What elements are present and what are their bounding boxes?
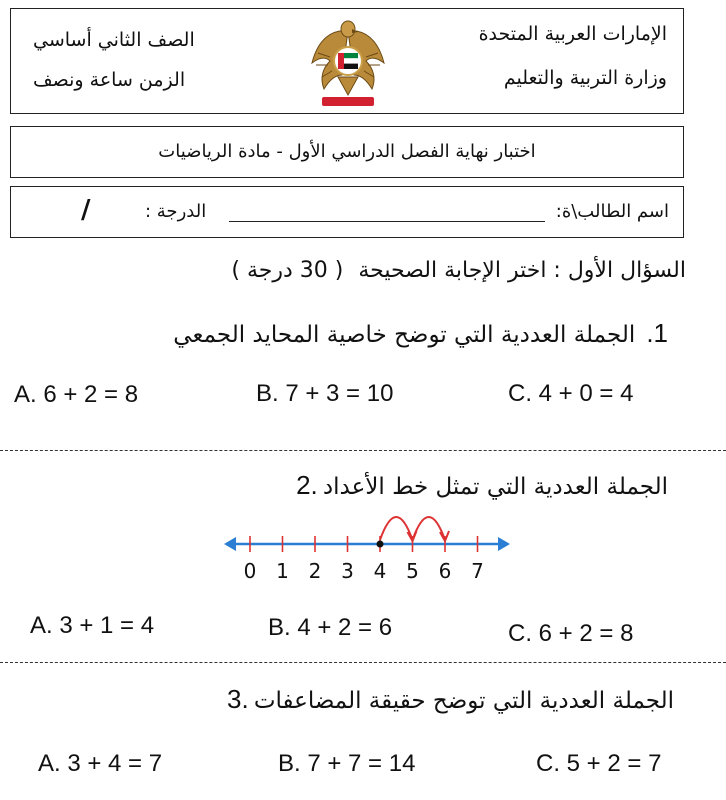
student-name-line[interactable] — [229, 221, 545, 222]
hop-arc — [413, 517, 446, 540]
option-1b[interactable]: B. 7 + 3 = 10 — [256, 380, 394, 407]
exam-duration: الزمن ساعة ونصف — [33, 69, 186, 91]
student-name-label: اسم الطالب\ة: — [555, 201, 669, 222]
exam-title-box — [10, 126, 684, 178]
grade-slash: / — [81, 195, 91, 225]
option-2a[interactable]: A. 3 + 1 = 4 — [30, 612, 155, 639]
option-2b[interactable]: B. 4 + 2 = 6 — [268, 614, 393, 641]
hop-arc — [380, 517, 413, 540]
divider-2 — [0, 662, 726, 663]
option-3a[interactable]: A. 3 + 4 = 7 — [38, 750, 163, 777]
question-2 — [290, 470, 668, 501]
number-line — [222, 504, 512, 584]
start-point — [377, 541, 384, 548]
section-points: ( 30 درجة ) — [231, 258, 344, 283]
option-1c[interactable]: C. 4 + 0 = 4 — [508, 380, 634, 407]
tick-label: 0 — [243, 559, 257, 583]
grade-level: الصف الثاني أساسي — [33, 29, 195, 51]
question-1 — [173, 318, 668, 349]
question-text: الجملة العددية التي توضح حقيقة المضاعفات — [253, 688, 674, 714]
option-3b[interactable]: B. 7 + 7 = 14 — [278, 750, 416, 777]
section-title: السؤال الأول : اختر الإجابة الصحيحة — [358, 258, 686, 283]
option-3c[interactable]: C. 5 + 2 = 7 — [536, 750, 662, 777]
left-arrow-icon — [224, 537, 236, 551]
uae-emblem-icon — [308, 17, 388, 109]
tick-label: 6 — [438, 559, 452, 583]
option-1a[interactable]: A. 6 + 2 = 8 — [14, 381, 139, 408]
question-number: .2 — [296, 470, 318, 500]
ministry-name: وزارة التربية والتعليم — [503, 67, 667, 89]
tick-label: 4 — [373, 559, 387, 583]
tick-label: 1 — [276, 559, 289, 583]
student-info-box — [10, 186, 684, 238]
question-text: الجملة العددية التي توضح خاصية المحايد الجمعي — [173, 322, 636, 348]
question-number: .3 — [227, 684, 249, 714]
country-name: الإمارات العربية المتحدة — [478, 23, 667, 45]
tick-label: 5 — [406, 559, 419, 583]
question-3 — [221, 684, 674, 715]
tick-label: 7 — [471, 559, 484, 583]
tick-label: 3 — [341, 559, 354, 583]
option-2c[interactable]: C. 6 + 2 = 8 — [508, 620, 634, 647]
exam-title: اختبار نهاية الفصل الدراسي الأول - مادة الرياضيات — [158, 141, 536, 162]
grade-label: الدرجة : — [145, 201, 207, 222]
question-text: الجملة العددية التي تمثل خط الأعداد — [322, 474, 668, 500]
header-box — [10, 8, 684, 114]
section-header — [231, 258, 686, 283]
question-number: .1 — [646, 318, 668, 348]
tick-label: 2 — [308, 559, 322, 583]
right-arrow-icon — [498, 537, 510, 551]
divider-1 — [0, 450, 726, 451]
